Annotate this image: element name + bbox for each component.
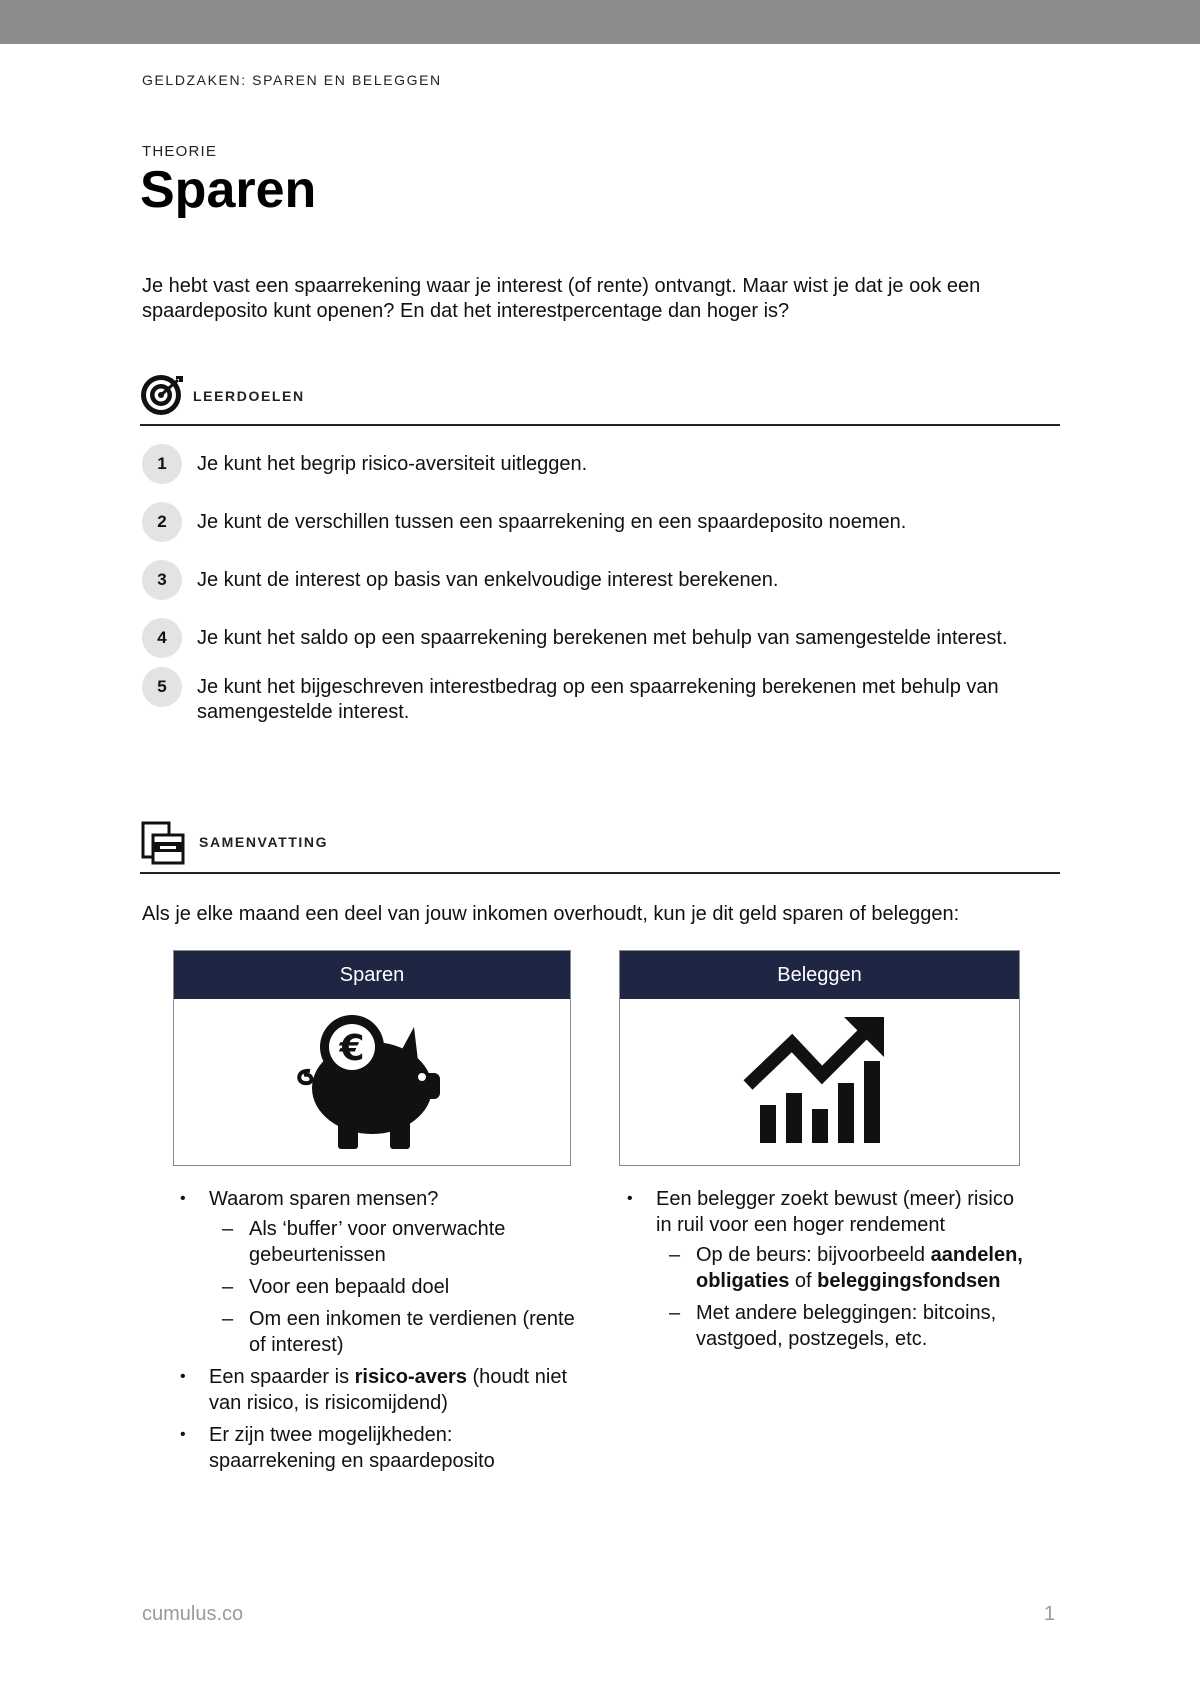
- sparen-card-illustration: [174, 1013, 570, 1153]
- learning-goals-list: [140, 452, 1060, 725]
- beleggen-card: [619, 950, 1020, 1166]
- sub-item: – Met andere beleggingen: bitcoins, vastgoed, postzegels, etc.: [656, 1300, 1027, 1352]
- growth-chart-icon: [740, 1013, 900, 1153]
- learning-goal: [140, 452, 1060, 477]
- beleggen-card-title: Beleggen: [620, 951, 1019, 999]
- sub-list: [656, 1242, 1027, 1352]
- learning-goal: [140, 626, 1060, 651]
- bullet-text: Er zijn twee mogelijkheden: spaarrekening en spaardeposito: [209, 1424, 495, 1472]
- goal-number: 2: [142, 502, 182, 542]
- footer-page-number: 1: [1044, 1603, 1056, 1625]
- target-icon: [140, 372, 186, 418]
- bullet-text: (houdt niet van risico, is risicomijdend): [209, 1366, 568, 1414]
- goal-text: Je kunt het begrip risico-aversiteit uitleggen.: [197, 453, 588, 475]
- sub-item: – Voor een bepaald doel: [209, 1274, 580, 1300]
- sub-text: Op de beurs: bijvoorbeeld: [696, 1244, 931, 1266]
- section-kicker: THEORIE: [142, 143, 218, 160]
- goal-number: 5: [142, 667, 182, 707]
- top-bar: [0, 0, 1200, 44]
- bullet-text: Een spaarder is: [209, 1366, 355, 1388]
- piggy-bank-euro-icon: [292, 1013, 452, 1153]
- goal-text: Je kunt de interest op basis van enkelvoudige interest berekenen.: [197, 569, 779, 591]
- sub-item: – Om een inkomen te verdienen (rente of interest): [209, 1306, 580, 1358]
- bullet-text: Waarom sparen mensen?: [209, 1188, 439, 1210]
- running-header: GELDZAKEN: SPAREN EN BELEGGEN: [142, 72, 442, 88]
- bullet-text: Een belegger zoekt bewust (meer) risico in ruil voor een hoger rendement: [656, 1188, 1014, 1236]
- bold-term: beleggingsfondsen: [817, 1270, 1001, 1292]
- page-title: Sparen: [140, 161, 317, 219]
- list-item: [180, 1186, 580, 1358]
- goal-number: 3: [142, 560, 182, 600]
- sub-text: of: [789, 1270, 818, 1292]
- goal-text: Je kunt het bijgeschreven interestbedrag op een spaarrekening berekenen met behulp van samengestelde interest.: [197, 676, 999, 723]
- learning-goal: [140, 568, 1060, 593]
- sparen-bullets: [180, 1186, 580, 1480]
- footer-site: cumulus.co: [142, 1603, 244, 1625]
- sub-list: [209, 1216, 580, 1358]
- svg-text:€: €: [339, 1028, 365, 1069]
- intro-paragraph: Je hebt vast een spaarrekening waar je interest (of rente) ontvangt. Maar wist je dat je ook een spaardeposito kunt openen? En dat het interestpercentage dan hoger is?: [142, 275, 981, 322]
- list-item: [180, 1364, 580, 1416]
- goal-text: Je kunt de verschillen tussen een spaarrekening en een spaardeposito noemen.: [197, 511, 907, 533]
- bold-term: obligaties: [696, 1270, 790, 1292]
- sparen-card: [173, 950, 571, 1166]
- list-item: [627, 1186, 1027, 1352]
- learning-goal: [140, 510, 1060, 535]
- beleggen-card-illustration: [620, 1013, 1019, 1153]
- summary-header: [140, 820, 1060, 874]
- learning-goals-label: LEERDOELEN: [193, 388, 305, 404]
- goal-text: Je kunt het saldo op een spaarrekening berekenen met behulp van samengestelde interest.: [197, 627, 1008, 649]
- goal-number: 4: [142, 618, 182, 658]
- bold-term: risico-avers: [354, 1366, 467, 1388]
- summary-intro: Als je elke maand een deel van jouw inkomen overhoudt, kun je dit geld sparen of beleggen:: [142, 903, 960, 925]
- list-item: [180, 1422, 580, 1474]
- document-icon: [140, 820, 186, 866]
- bold-term: aandelen: [930, 1244, 1018, 1266]
- goal-number: 1: [142, 444, 182, 484]
- learning-goals-header: [140, 372, 1060, 426]
- sub-item: – Als ‘buffer’ voor onverwachte gebeurtenissen: [209, 1216, 580, 1268]
- separator: ,: [1017, 1244, 1023, 1266]
- beleggen-bullets: [627, 1186, 1027, 1358]
- sub-item: [656, 1242, 1027, 1294]
- summary-label: SAMENVATTING: [199, 834, 329, 850]
- sparen-card-title: Sparen: [174, 951, 570, 999]
- learning-goal: [140, 675, 1060, 725]
